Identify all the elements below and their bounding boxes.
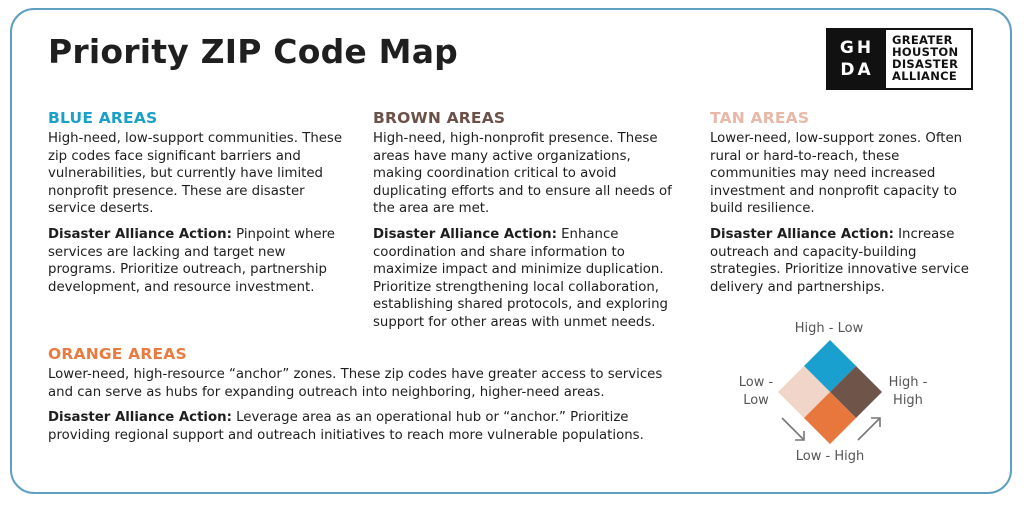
orange-action-text: Leverage area as an operational hub or “anchor.” Prioritize providing regional support and outreach initiatives to reach more vulnerable populations. [48,410,644,443]
brown-areas-heading: BROWN AREAS [373,109,506,127]
logo-line-3: DISASTER [892,57,959,71]
legend-label-low-low-line1: Low - [738,375,774,390]
arrow-up-right-icon [858,418,880,440]
legend-label-low-high: Low - High [795,449,865,464]
brown-action-label: Disaster Alliance Action: [373,226,557,242]
tan-areas-description: Lower-need, low-support zones. Often rural or hard-to-reach, these communities may need increased investment and nonprofit capacity to build resilience. [710,131,963,217]
orange-areas-action [48,409,673,444]
logo-mark-bottom: DA [840,60,874,80]
logo-wordmark [886,30,971,88]
orange-areas-heading: ORANGE AREAS [48,345,187,363]
blue-areas-section [48,109,348,304]
blue-action-text: Pinpoint where services are lacking and target new programs. Prioritize outreach, partnership development, and resource investment. [48,226,335,295]
ghda-logo [826,28,973,90]
blue-areas-description: High-need, low-support communities. These zip codes face significant barriers and vulnerabilities, but currently have limited nonprofit presence. These are disaster service deserts. [48,131,343,217]
legend-label-high-high-line2: High [893,393,923,408]
orange-action-label: Disaster Alliance Action: [48,410,232,426]
blue-action-label: Disaster Alliance Action: [48,226,232,242]
tan-areas-action [710,226,980,296]
arrow-down-right-icon [782,418,804,440]
blue-areas-heading: BLUE AREAS [48,109,158,127]
tan-action-text: Increase outreach and capacity-building strategies. Prioritize innovative service delivery and partnerships. [710,226,969,295]
logo-mark-top: GH [839,38,875,58]
brown-areas-action [373,226,683,332]
logo-line-2: HOUSTON [892,45,959,59]
tan-areas-section [710,109,980,304]
blue-areas-action [48,226,348,296]
brown-areas-description: High-need, high-nonprofit presence. These areas have many active organizations, making coordination critical to avoid duplicating efforts and to ensure all needs of the area are met. [373,131,672,217]
need-support-legend-diagram [720,318,950,468]
orange-areas-section [48,345,673,452]
tan-areas-heading: TAN AREAS [710,109,810,127]
brown-areas-section [373,109,683,340]
legend-label-high-high-line1: High - [888,375,928,390]
logo-line-4: ALLIANCE [892,69,958,83]
tan-action-label: Disaster Alliance Action: [710,226,894,242]
legend-label-low-low-line2: Low [743,393,769,408]
orange-areas-description: Lower-need, high-resource “anchor” zones. These zip codes have greater access to services and can serve as hubs for expanding outreach into neighboring, higher-need areas. [48,367,663,400]
brown-action-text: Enhance coordination and share information to maximize impact and minimize duplication. Prioritize strengthening local collaboration, establishing shared protocols, and exploring support for other areas with unmet needs. [373,226,668,330]
page-title: Priority ZIP Code Map [48,32,458,71]
legend-label-high-low: High - Low [794,321,864,336]
logo-mark [828,30,886,88]
logo-line-1: GREATER [892,33,953,47]
